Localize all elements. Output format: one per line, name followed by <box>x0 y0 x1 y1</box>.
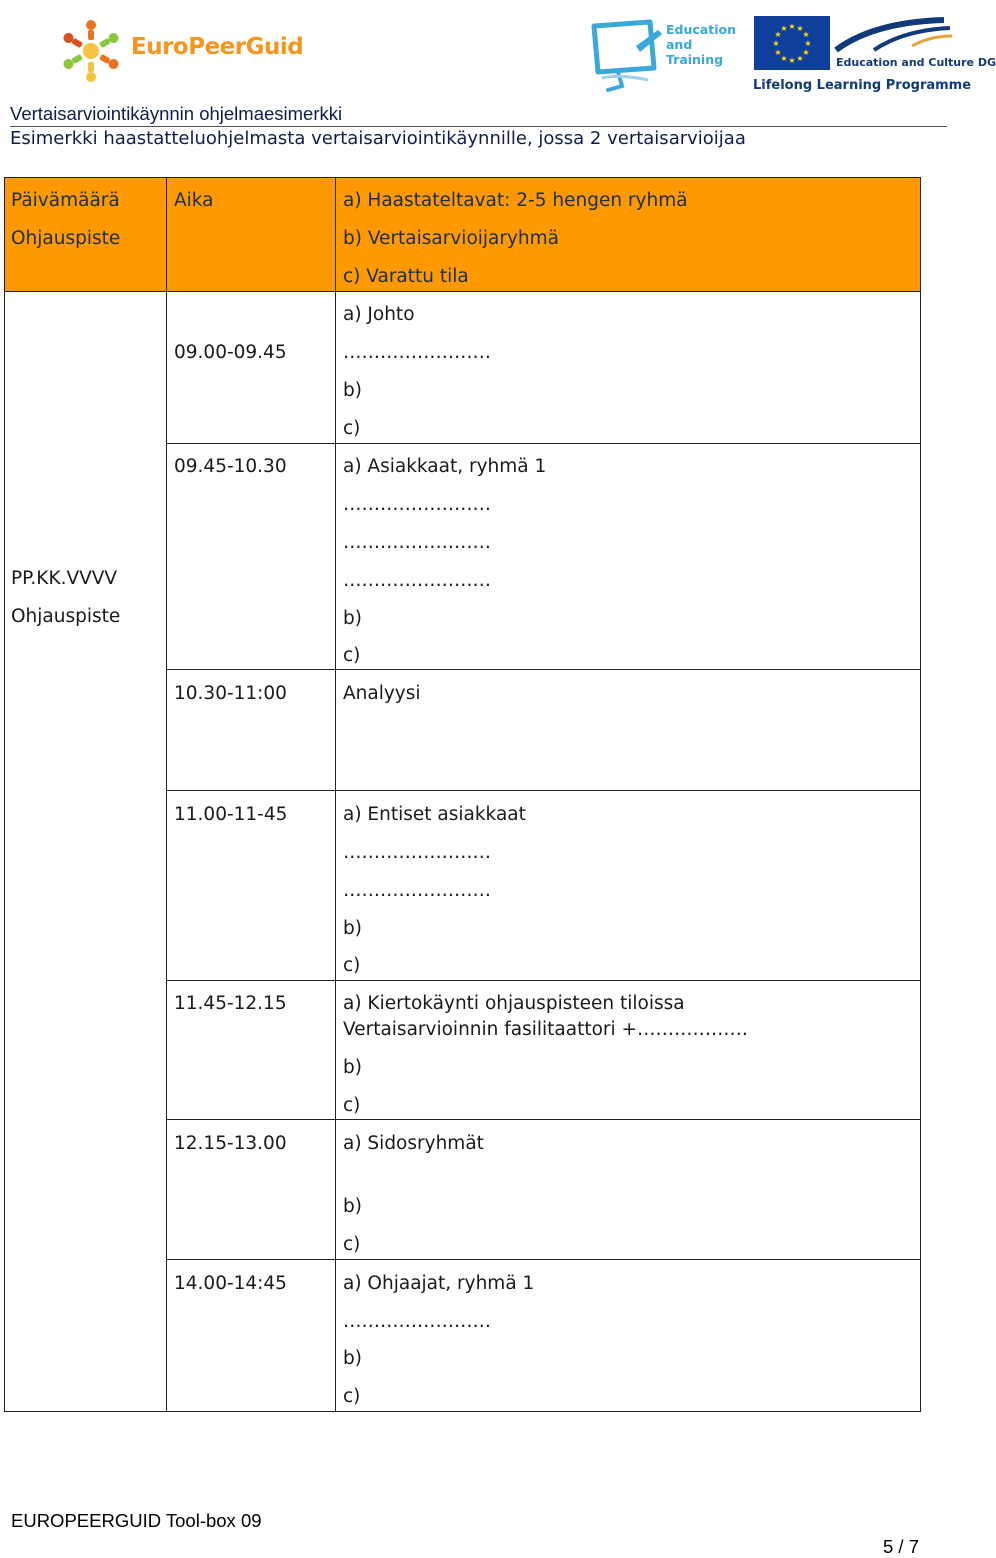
svg-text:★: ★ <box>788 22 796 31</box>
education-label: Education <box>666 22 736 37</box>
svg-text:★: ★ <box>802 48 810 57</box>
row-line: a) Asiakkaat, ryhmä 1 <box>343 456 547 477</box>
row-line: a) Sidosryhmät <box>343 1133 484 1154</box>
training-label: Training <box>666 52 724 67</box>
row-line: c) <box>343 955 361 976</box>
row-time: 11.45-12.15 <box>174 993 287 1014</box>
row-line: c) <box>343 645 361 666</box>
row-line: a) Kiertokäynti ohjauspisteen tiloissa <box>343 993 685 1014</box>
svg-text:★: ★ <box>804 39 812 48</box>
row-line: a) Ohjaajat, ryhmä 1 <box>343 1273 535 1294</box>
svg-text:★: ★ <box>780 54 788 63</box>
header-date-label: Päivämäärä <box>11 190 120 211</box>
row-time: 11.00-11-45 <box>174 804 288 825</box>
row-line: b) <box>343 380 362 401</box>
row-line: …………………… <box>343 342 491 363</box>
row-line: …………………… <box>343 1311 491 1332</box>
row-line: c) <box>343 1386 361 1407</box>
lifelong-learning-logo <box>750 12 996 98</box>
europeerguid-emblem-icon <box>55 16 127 86</box>
row-divider <box>166 1259 921 1260</box>
checkpoint-label: Ohjauspiste <box>11 606 121 627</box>
table-column-divider <box>335 177 336 1412</box>
row-line: b) <box>343 1057 362 1078</box>
row-line: a) Entiset asiakkaat <box>343 804 526 825</box>
dg-swoosh-icon <box>834 16 954 56</box>
page-title: Esimerkki haastatteluohjelmasta vertaisarviointikäynnille, jossa 2 vertaisarvioijaa <box>10 128 746 149</box>
page-number: 5 / 7 <box>883 1536 919 1557</box>
row-line: b) <box>343 608 362 629</box>
table-border-bottom <box>4 1411 921 1412</box>
row-line: b) <box>343 1196 362 1217</box>
row-time: 12.15-13.00 <box>174 1133 287 1154</box>
europeerguid-logo <box>55 14 315 86</box>
row-line: …………………… <box>343 880 491 901</box>
row-time: 10.30-11:00 <box>174 683 287 704</box>
footer-text: EUROPEERGUID Tool-box 09 <box>11 1510 262 1531</box>
svg-text:★: ★ <box>774 48 782 57</box>
svg-text:★: ★ <box>796 24 804 33</box>
eu-flag-icon <box>754 16 830 70</box>
education-training-logo <box>588 12 748 98</box>
header-interviewees-label: a) Haastateltavat: 2-5 hengen ryhmä <box>343 190 688 211</box>
svg-text:★: ★ <box>772 39 780 48</box>
row-line: b) <box>343 1348 362 1369</box>
row-time: 09.45-10.30 <box>174 456 287 477</box>
row-line: c) <box>343 1234 361 1255</box>
header-divider <box>10 126 947 127</box>
row-divider <box>166 1119 921 1120</box>
table-column-divider <box>166 177 167 1412</box>
svg-text:★: ★ <box>788 56 796 65</box>
row-time: 14.00-14:45 <box>174 1273 287 1294</box>
row-line: c) <box>343 1095 361 1116</box>
row-divider <box>166 669 921 670</box>
table-header-divider <box>4 291 921 292</box>
svg-text:★: ★ <box>774 30 782 39</box>
svg-text:★: ★ <box>802 30 810 39</box>
table-border-left <box>4 177 5 1412</box>
svg-text:★: ★ <box>796 54 804 63</box>
dg-label: Education and Culture DG <box>836 56 996 69</box>
and-label: and <box>666 37 693 52</box>
row-line: a) Johto <box>343 304 415 325</box>
row-line: …………………… <box>343 842 491 863</box>
row-line: c) <box>343 418 361 439</box>
row-line: …………………… <box>343 494 491 515</box>
row-line: …………………… <box>343 570 491 591</box>
header-peer-group-label: b) Vertaisarvioijaryhmä <box>343 228 560 249</box>
llp-label: Lifelong Learning Programme <box>753 78 972 93</box>
row-line: …………………… <box>343 532 491 553</box>
row-line: Analyysi <box>343 683 421 704</box>
date-placeholder: PP.KK.VVVV <box>11 568 118 589</box>
table-border-right <box>920 177 921 1412</box>
europeerguid-wordmark: EuroPeerGuid <box>131 34 304 60</box>
page-subtitle: Vertaisarviointikäynnin ohjelmaesimerkki <box>10 103 343 124</box>
row-divider <box>166 790 921 791</box>
row-divider <box>166 980 921 981</box>
row-time: 09.00-09.45 <box>174 342 287 363</box>
row-line: Vertaisarvioinnin fasilitaattori +……………… <box>343 1019 749 1040</box>
header-time-label: Aika <box>174 190 214 211</box>
header-checkpoint-label: Ohjauspiste <box>11 228 121 249</box>
header-room-label: c) Varattu tila <box>343 266 469 287</box>
table-border-top <box>4 177 921 178</box>
row-line: b) <box>343 918 362 939</box>
svg-text:★: ★ <box>780 24 788 33</box>
row-divider <box>166 443 921 444</box>
computer-screen-icon <box>588 16 668 98</box>
